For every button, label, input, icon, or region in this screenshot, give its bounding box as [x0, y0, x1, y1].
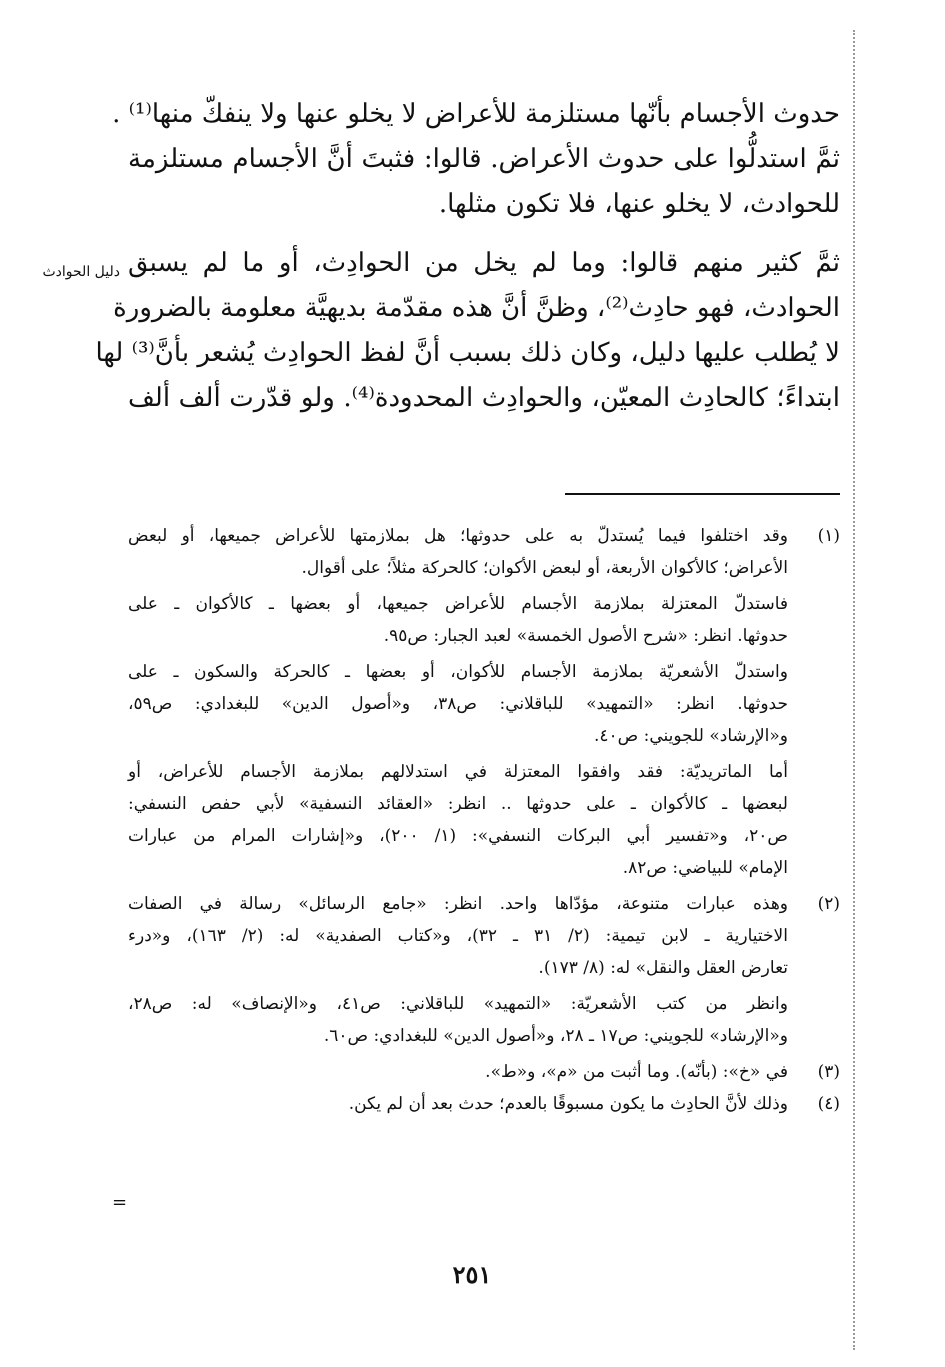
footnote-line: ص٢٠، و«تفسير أبي البركات النسفي»: (١/ ٢٠٠)، و«إشارات المرام من عبارات — [128, 826, 788, 846]
footnote-line: وانظر من كتب الأشعريّة: «التمهيد» للباقلاني: ص٤١، و«الإنصاف» له: ص٢٨، — [128, 994, 788, 1014]
main-text-line: ابتداءً؛ كالحادِث المعيّن، والحوادِث المحدودة⁽⁴⁾. ولو قدّرت ألف ألف — [128, 383, 840, 413]
footnote — [128, 1056, 840, 1088]
footnote-line: أما الماتريديّة: فقد وافقوا المعتزلة في استدلالهم بملازمة الأجسام للأعراض، أو — [128, 762, 788, 782]
footnote-line: حدوثها. انظر: «شرح الأصول الخمسة» لعبد الجبار: ص٩٥. — [383, 626, 788, 646]
main-text-line: ثمَّ استدلُّوا على حدوث الأعراض. قالوا: فثبتَ أنَّ الأجسام مستلزمة — [128, 144, 840, 174]
side-note: دليل الحوادث — [42, 264, 120, 280]
continuation-mark: = — [112, 1192, 128, 1213]
page-number: ٢٥١ — [452, 1260, 492, 1289]
footnote-line: وهذه عبارات متنوعة، مؤدّاها واحد. انظر: «جامع الرسائل» رسالة في الصفات — [128, 894, 788, 914]
footnote — [128, 888, 840, 1052]
footnote-line: تعارض العقل والنقل» له: (٨/ ١٧٣). — [538, 958, 788, 978]
footnote-number: (٢) — [817, 894, 840, 914]
footnote-line: الإمام» للبياضي: ص٨٢. — [622, 858, 788, 878]
main-text-line: الحوادث، فهو حادِث⁽²⁾، وظنَّ أنَّ هذه مقدّمة بديهيَّة معلومة بالضرورة — [113, 293, 840, 323]
main-text-line: للحوادث، لا يخلو عنها، فلا تكون مثلها. — [438, 189, 840, 219]
footnote-line: حدوثها. انظر: «التمهيد» للباقلاني: ص٣٨، و«أصول الدين» للبغدادي: ص٥٩، — [128, 694, 788, 714]
main-text-line: ثمَّ كثير منهم قالوا: وما لم يخل من الحوادِث، أو ما لم يسبق — [128, 248, 840, 278]
main-text — [95, 92, 840, 421]
footnote-line: الأعراض؛ كالأكوان الأربعة، أو لبعض الأكوان؛ كالحركة مثلاً؛ على أقوال. — [301, 558, 788, 578]
footnote-line: وقد اختلفوا فيما يُستدلّ به على حدوثها؛ هل بملازمتها للأعراض جميعها، أو لبعض — [128, 526, 788, 546]
footnote-line: في «خ»: (بأنّه). وما أثبت من «م»، و«ط». — [485, 1062, 788, 1082]
footnotes — [128, 520, 840, 1120]
footnote-line: وذلك لأنَّ الحادِث ما يكون مسبوقًا بالعدم؛ حدث بعد أن لم يكن. — [348, 1094, 788, 1114]
footnote-line: فاستدلّ المعتزلة بملازمة الأجسام للأعراض جميعها، أو بعضها ـ كالأكوان ـ على — [128, 594, 788, 614]
main-text-line: حدوث الأجسام بأنّها مستلزمة للأعراض لا يخلو عنها ولا ينفكّ منها⁽¹⁾ . — [112, 99, 840, 129]
margin-dotted-line — [853, 30, 855, 1350]
footnote-number: (٤) — [817, 1094, 840, 1114]
footnote-line: و«الإرشاد» للجويني: ص١٧ ـ ٢٨، و«أصول الدين» للبغدادي: ص٦٠. — [323, 1026, 788, 1046]
footnote-number: (١) — [817, 526, 840, 546]
footnote — [128, 520, 840, 884]
footnote-line: الاختيارية ـ لابن تيمية: (٢/ ٣١ ـ ٣٢)، و«كتاب الصفدية» له: (٢/ ١٦٣)، و«درء — [128, 926, 788, 946]
footnote-line: و«الإرشاد» للجويني: ص٤٠. — [594, 726, 788, 746]
footnote-separator — [565, 493, 840, 495]
footnote-number: (٣) — [817, 1062, 840, 1082]
footnote — [128, 1088, 840, 1120]
footnote-line: لبعضها ـ كالأكوان ـ على حدوثها .. انظر: «العقائد النسفية» لأبي حفص النسفي: — [128, 794, 788, 814]
footnote-line: واستدلّ الأشعريّة بملازمة الأجسام للأكوان، أو بعضها ـ كالحركة والسكون ـ على — [128, 662, 788, 682]
main-text-line: لا يُطلب عليها دليل، وكان ذلك بسبب أنَّ لفظ الحوادِث يُشعر بأنَّ⁽³⁾ لها — [95, 338, 840, 368]
